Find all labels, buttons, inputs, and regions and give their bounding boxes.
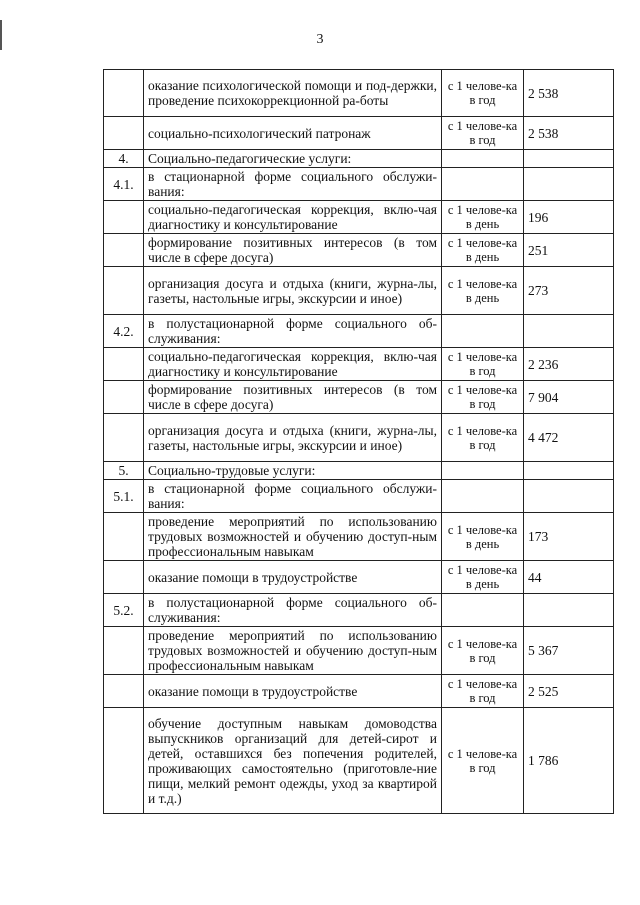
tariff-value xyxy=(524,594,614,627)
unit-of-measure: с 1 челове-ка в день xyxy=(442,201,524,234)
service-name: в полустационарной форме социального об-служивания: xyxy=(144,594,442,627)
tariff-value: 2 525 xyxy=(524,675,614,708)
row-number: 5. xyxy=(104,462,144,480)
unit-of-measure xyxy=(442,315,524,348)
table-row xyxy=(104,561,614,594)
service-name: обучение доступным навыкам домоводства выпускников организаций для детей-сирот и детей, оставшихся без попечения родителей, проживающих самостоятельно (приготовле-ние пищи, мелкий ремонт одежды, уход за квартирой и т.д.) xyxy=(144,708,442,814)
unit-of-measure xyxy=(442,150,524,168)
service-name: оказание психологической помощи и под-держки, проведение психокоррекционной ра-боты xyxy=(144,70,442,117)
row-number: 4. xyxy=(104,150,144,168)
tariff-value xyxy=(524,168,614,201)
unit-of-measure xyxy=(442,168,524,201)
row-number: 4.2. xyxy=(104,315,144,348)
row-number: 5.2. xyxy=(104,594,144,627)
row-number xyxy=(104,348,144,381)
unit-of-measure: с 1 челове-ка в год xyxy=(442,414,524,462)
tariff-value xyxy=(524,150,614,168)
tariff-value: 7 904 xyxy=(524,381,614,414)
service-name: в полустационарной форме социального об-служивания: xyxy=(144,315,442,348)
unit-of-measure: с 1 челове-ка в год xyxy=(442,381,524,414)
row-number xyxy=(104,70,144,117)
unit-of-measure xyxy=(442,594,524,627)
table-row xyxy=(104,675,614,708)
tariff-value: 273 xyxy=(524,267,614,315)
unit-of-measure: с 1 челове-ка в день xyxy=(442,234,524,267)
service-name: Социально-трудовые услуги: xyxy=(144,462,442,480)
section-row xyxy=(104,462,614,480)
tariff-value: 173 xyxy=(524,513,614,561)
unit-of-measure: с 1 челове-ка в год xyxy=(442,708,524,814)
table-row xyxy=(104,381,614,414)
row-number xyxy=(104,267,144,315)
unit-of-measure: с 1 челове-ка в год xyxy=(442,627,524,675)
table-row xyxy=(104,708,614,814)
service-name: оказание помощи в трудоустройстве xyxy=(144,675,442,708)
tariff-value: 2 538 xyxy=(524,70,614,117)
tariff-value xyxy=(524,315,614,348)
row-number xyxy=(104,513,144,561)
unit-of-measure: с 1 челове-ка в год xyxy=(442,117,524,150)
section-row xyxy=(104,150,614,168)
service-name: организация досуга и отдыха (книги, журна-лы, газеты, настольные игры, экскурсии и иное) xyxy=(144,414,442,462)
row-number xyxy=(104,234,144,267)
page-number: 3 xyxy=(316,32,324,47)
unit-of-measure: с 1 челове-ка в день xyxy=(442,267,524,315)
table-row xyxy=(104,70,614,117)
services-table-body xyxy=(104,70,614,814)
table-row xyxy=(104,234,614,267)
tariff-value xyxy=(524,462,614,480)
tariff-value: 4 472 xyxy=(524,414,614,462)
row-number xyxy=(104,561,144,594)
table-row xyxy=(104,267,614,315)
unit-of-measure: с 1 челове-ка в год xyxy=(442,348,524,381)
row-number xyxy=(104,117,144,150)
unit-of-measure: с 1 челове-ка в год xyxy=(442,70,524,117)
table-row xyxy=(104,627,614,675)
unit-of-measure: с 1 челове-ка в день xyxy=(442,561,524,594)
service-name: Социально-педагогические услуги: xyxy=(144,150,442,168)
row-number xyxy=(104,675,144,708)
table-row xyxy=(104,348,614,381)
tariff-value: 2 236 xyxy=(524,348,614,381)
service-name: социально-психологический патронаж xyxy=(144,117,442,150)
service-name: формирование позитивных интересов (в том числе в сфере досуга) xyxy=(144,381,442,414)
group-row xyxy=(104,168,614,201)
unit-of-measure xyxy=(442,462,524,480)
group-row xyxy=(104,315,614,348)
service-name: формирование позитивных интересов (в том числе в сфере досуга) xyxy=(144,234,442,267)
table-row xyxy=(104,513,614,561)
tariff-value xyxy=(524,480,614,513)
service-name: проведение мероприятий по использованию трудовых возможностей и обучению доступ-ным профессиональным навыкам xyxy=(144,627,442,675)
unit-of-measure: с 1 челове-ка в день xyxy=(442,513,524,561)
row-number xyxy=(104,414,144,462)
tariff-value: 5 367 xyxy=(524,627,614,675)
row-number xyxy=(104,201,144,234)
unit-of-measure: с 1 челове-ка в год xyxy=(442,675,524,708)
row-number xyxy=(104,708,144,814)
unit-of-measure xyxy=(442,480,524,513)
service-name: организация досуга и отдыха (книги, журна-лы, газеты, настольные игры, экскурсии и иное) xyxy=(144,267,442,315)
service-name: социально-педагогическая коррекция, вклю-чая диагностику и консультирование xyxy=(144,201,442,234)
group-row xyxy=(104,594,614,627)
service-name: в стационарной форме социального обслужи-вания: xyxy=(144,480,442,513)
table-row xyxy=(104,117,614,150)
tariff-value: 44 xyxy=(524,561,614,594)
row-number: 5.1. xyxy=(104,480,144,513)
row-number: 4.1. xyxy=(104,168,144,201)
group-row xyxy=(104,480,614,513)
tariff-value: 251 xyxy=(524,234,614,267)
tariff-value: 1 786 xyxy=(524,708,614,814)
tariff-value: 2 538 xyxy=(524,117,614,150)
table-row xyxy=(104,201,614,234)
tariff-value: 196 xyxy=(524,201,614,234)
row-number xyxy=(104,627,144,675)
table-row xyxy=(104,414,614,462)
service-name: в стационарной форме социального обслужи-вания: xyxy=(144,168,442,201)
service-name: социально-педагогическая коррекция, вклю-чая диагностику и консультирование xyxy=(144,348,442,381)
service-name: оказание помощи в трудоустройстве xyxy=(144,561,442,594)
row-number xyxy=(104,381,144,414)
services-table xyxy=(103,69,614,814)
service-name: проведение мероприятий по использованию трудовых возможностей и обучению доступ-ным профессиональным навыкам xyxy=(144,513,442,561)
